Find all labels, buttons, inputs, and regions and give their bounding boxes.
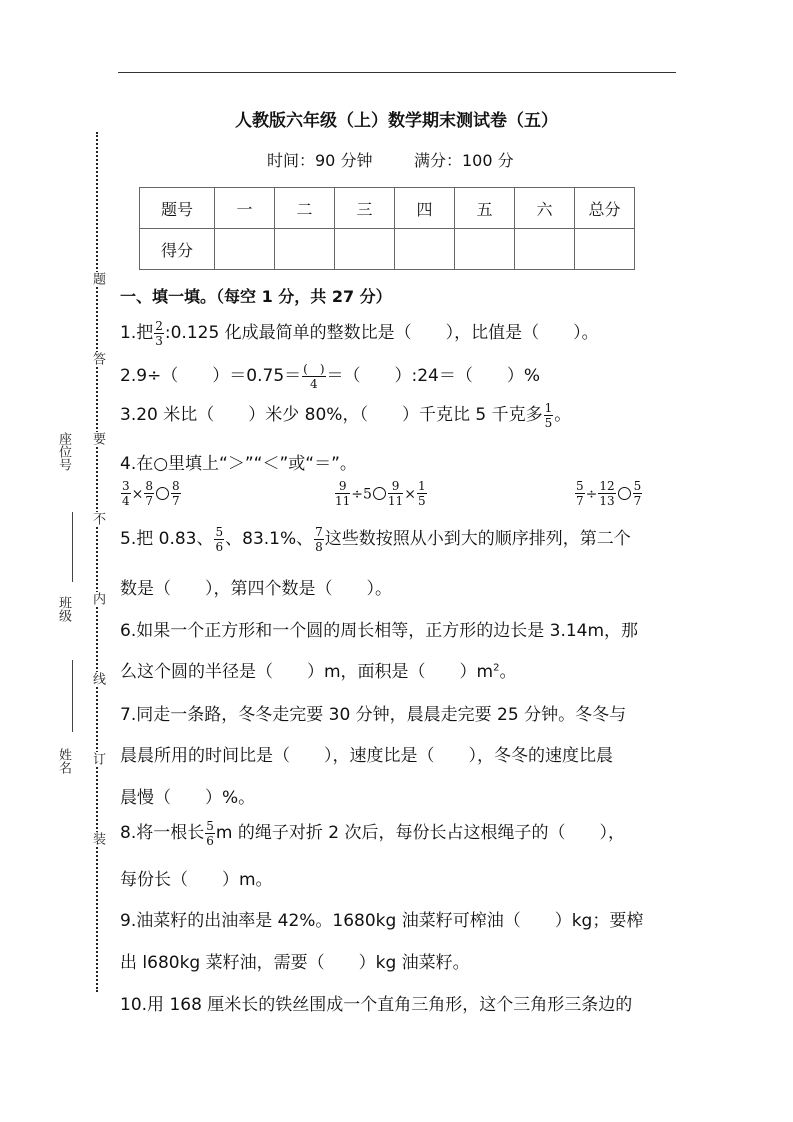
question-6-line-1: 6.如果一个正方形和一个圆的周长相等，正方形的边长是 3.14m，那 xyxy=(120,621,639,641)
compare-expression-3 xyxy=(574,480,643,507)
operator: × xyxy=(404,486,416,503)
denominator: 4 xyxy=(122,494,130,508)
numerator: 5 xyxy=(633,479,642,493)
operator: × xyxy=(131,486,144,503)
question-3 xyxy=(120,400,571,429)
margin-char-da: 答 xyxy=(90,352,105,365)
fraction xyxy=(633,480,643,507)
score-table xyxy=(139,187,635,270)
class-label: 班级 xyxy=(56,596,71,622)
top-rule xyxy=(118,72,676,73)
question-8-line-2: 每份长（ ）m。 xyxy=(120,870,273,890)
denominator: 7 xyxy=(633,494,642,508)
denominator: 4 xyxy=(310,376,318,391)
denominator: 13 xyxy=(599,494,615,508)
answer-circle[interactable] xyxy=(618,487,631,500)
fraction xyxy=(144,480,154,507)
question-7-line-2: 晨晨所用的时间比是（ ），速度比是（ ），冬冬的速度比晨 xyxy=(120,746,613,766)
seat-number-label: 座位号 xyxy=(56,432,71,471)
score-table-header-row xyxy=(140,188,635,229)
q3-text-pre: 3.20 米比（ ）米少 80%，（ ）千克比 5 千克多 xyxy=(120,405,543,425)
score-table-score-row xyxy=(140,229,635,270)
question-4: 4.在○里填上“＞”“＜”或“＝”。 xyxy=(120,454,357,474)
page-title: 人教版六年级（上）数学期末测试卷（五） xyxy=(235,111,558,131)
question-5-line-2: 数是（ ），第四个数是（ ）。 xyxy=(120,579,392,599)
numerator: 12 xyxy=(599,479,615,493)
numerator: 1 xyxy=(544,400,553,415)
score-entry-cell[interactable] xyxy=(575,229,635,270)
fraction xyxy=(388,480,403,507)
numerator: ( ) xyxy=(303,361,325,376)
question-2 xyxy=(120,361,540,390)
fraction xyxy=(598,480,615,507)
numerator: 8 xyxy=(145,479,154,493)
fraction xyxy=(205,820,215,847)
q6-end: 。 xyxy=(499,662,517,682)
table-cell: 题号 xyxy=(140,188,215,229)
q5-text-post: 这些数按照从小到大的顺序排列，第二个 xyxy=(324,529,631,549)
numerator: 9 xyxy=(388,480,403,494)
q5-text-pre: 5.把 0.83、 xyxy=(120,529,214,549)
name-label: 姓名 xyxy=(56,748,71,774)
question-7-line-3: 晨慢（ ）%。 xyxy=(120,788,256,808)
denominator: 6 xyxy=(215,539,224,554)
table-cell: 二 xyxy=(275,188,335,229)
table-cell: 得分 xyxy=(140,229,215,270)
numerator: 9 xyxy=(335,480,350,494)
score-entry-cell[interactable] xyxy=(335,229,395,270)
compare-expression-2 xyxy=(334,480,428,507)
denominator: 5 xyxy=(544,415,553,430)
answer-circle[interactable] xyxy=(373,487,386,500)
numerator: 3 xyxy=(122,479,130,493)
fraction xyxy=(121,480,131,507)
table-cell: 六 xyxy=(515,188,575,229)
denominator: 7 xyxy=(576,494,584,508)
operator: ÷ xyxy=(585,486,598,503)
denominator: 6 xyxy=(206,833,214,848)
score-entry-cell[interactable] xyxy=(455,229,515,270)
numerator: 2 xyxy=(155,318,163,333)
time-limit: 时间：90 分钟 xyxy=(267,151,373,170)
denominator: 8 xyxy=(315,539,323,554)
margin-char-ding: 订 xyxy=(90,752,105,765)
q8-text-post: m 的绳子对折 2 次后，每份长占这根绳子的（ ）， xyxy=(215,823,625,843)
q1-text-pre: 1.把 xyxy=(120,323,154,343)
score-entry-cell[interactable] xyxy=(395,229,455,270)
score-entry-cell[interactable] xyxy=(275,229,335,270)
numerator: 8 xyxy=(172,479,180,493)
answer-circle[interactable] xyxy=(156,487,169,500)
margin-char-xian: 线 xyxy=(90,672,105,685)
q5-text-mid: 、83.1%、 xyxy=(225,529,314,549)
denominator: 3 xyxy=(155,333,163,348)
margin-char-zhuang: 装 xyxy=(90,832,105,845)
margin-char-ti: 题 xyxy=(90,272,105,285)
superscript: 2 xyxy=(493,662,500,674)
numerator: 5 xyxy=(206,818,214,833)
question-6-line-2 xyxy=(120,657,517,682)
denominator: 11 xyxy=(387,494,404,508)
q2-text-pre: 2.9÷（ ）＝0.75＝ xyxy=(120,366,302,386)
fraction xyxy=(302,363,325,390)
q8-text-pre: 8.将一根长 xyxy=(120,823,205,843)
score-entry-cell[interactable] xyxy=(215,229,275,270)
table-cell: 四 xyxy=(395,188,455,229)
section-heading: 一、填一填。（每空 1 分，共 27 分） xyxy=(120,287,392,306)
margin-char-nei: 内 xyxy=(90,592,105,605)
full-score: 满分：100 分 xyxy=(414,151,514,170)
margin-char-bu: 不 xyxy=(90,512,105,525)
numerator: 5 xyxy=(215,524,224,539)
score-entry-cell[interactable] xyxy=(515,229,575,270)
denominator: 5 xyxy=(417,494,426,508)
numerator: 7 xyxy=(315,524,323,539)
fraction xyxy=(171,480,181,507)
table-cell: 三 xyxy=(335,188,395,229)
margin-char-yao: 要 xyxy=(90,432,105,445)
table-cell: 五 xyxy=(455,188,515,229)
fraction xyxy=(314,526,324,553)
q6-text: 么这个圆的半径是（ ）m，面积是（ ）m xyxy=(120,662,494,682)
q2-text-post: ＝（ ）:24＝（ ）% xyxy=(326,366,541,386)
denominator: 11 xyxy=(335,494,351,508)
compare-expression-1 xyxy=(120,480,182,507)
fraction xyxy=(335,480,350,507)
binding-dotted-line xyxy=(96,132,98,992)
fraction xyxy=(575,480,585,507)
table-cell: 一 xyxy=(215,188,275,229)
question-1 xyxy=(120,318,599,347)
denominator: 7 xyxy=(172,494,180,508)
question-9-line-2: 出 l680kg 菜籽油，需要（ ）kg 油菜籽。 xyxy=(120,953,470,973)
fraction xyxy=(214,526,224,553)
question-7-line-1: 7.同走一条路，冬冬走完要 30 分钟，晨晨走完要 25 分钟。冬冬与 xyxy=(120,705,627,725)
table-cell: 总分 xyxy=(575,188,635,229)
operator: ÷5 xyxy=(351,486,372,503)
question-5 xyxy=(120,524,631,553)
q1-text-post: :0.125 化成最简单的整数比是（ ），比值是（ ）。 xyxy=(164,323,599,343)
numerator: 1 xyxy=(417,479,426,493)
question-10-line-1: 10.用 168 厘米长的铁丝围成一个直角三角形，这个三角形三条边的 xyxy=(120,995,633,1015)
numerator: 5 xyxy=(576,479,584,493)
question-8 xyxy=(120,818,625,847)
name-underline xyxy=(72,660,73,732)
question-9-line-1: 9.油菜籽的出油率是 42%。1680kg 油菜籽可榨油（ ）kg；要榨 xyxy=(120,911,644,931)
fraction xyxy=(544,402,554,429)
q3-text-post: 。 xyxy=(554,405,572,425)
fraction xyxy=(417,480,427,507)
class-underline xyxy=(72,512,73,582)
denominator: 7 xyxy=(145,494,154,508)
fraction xyxy=(154,320,164,347)
